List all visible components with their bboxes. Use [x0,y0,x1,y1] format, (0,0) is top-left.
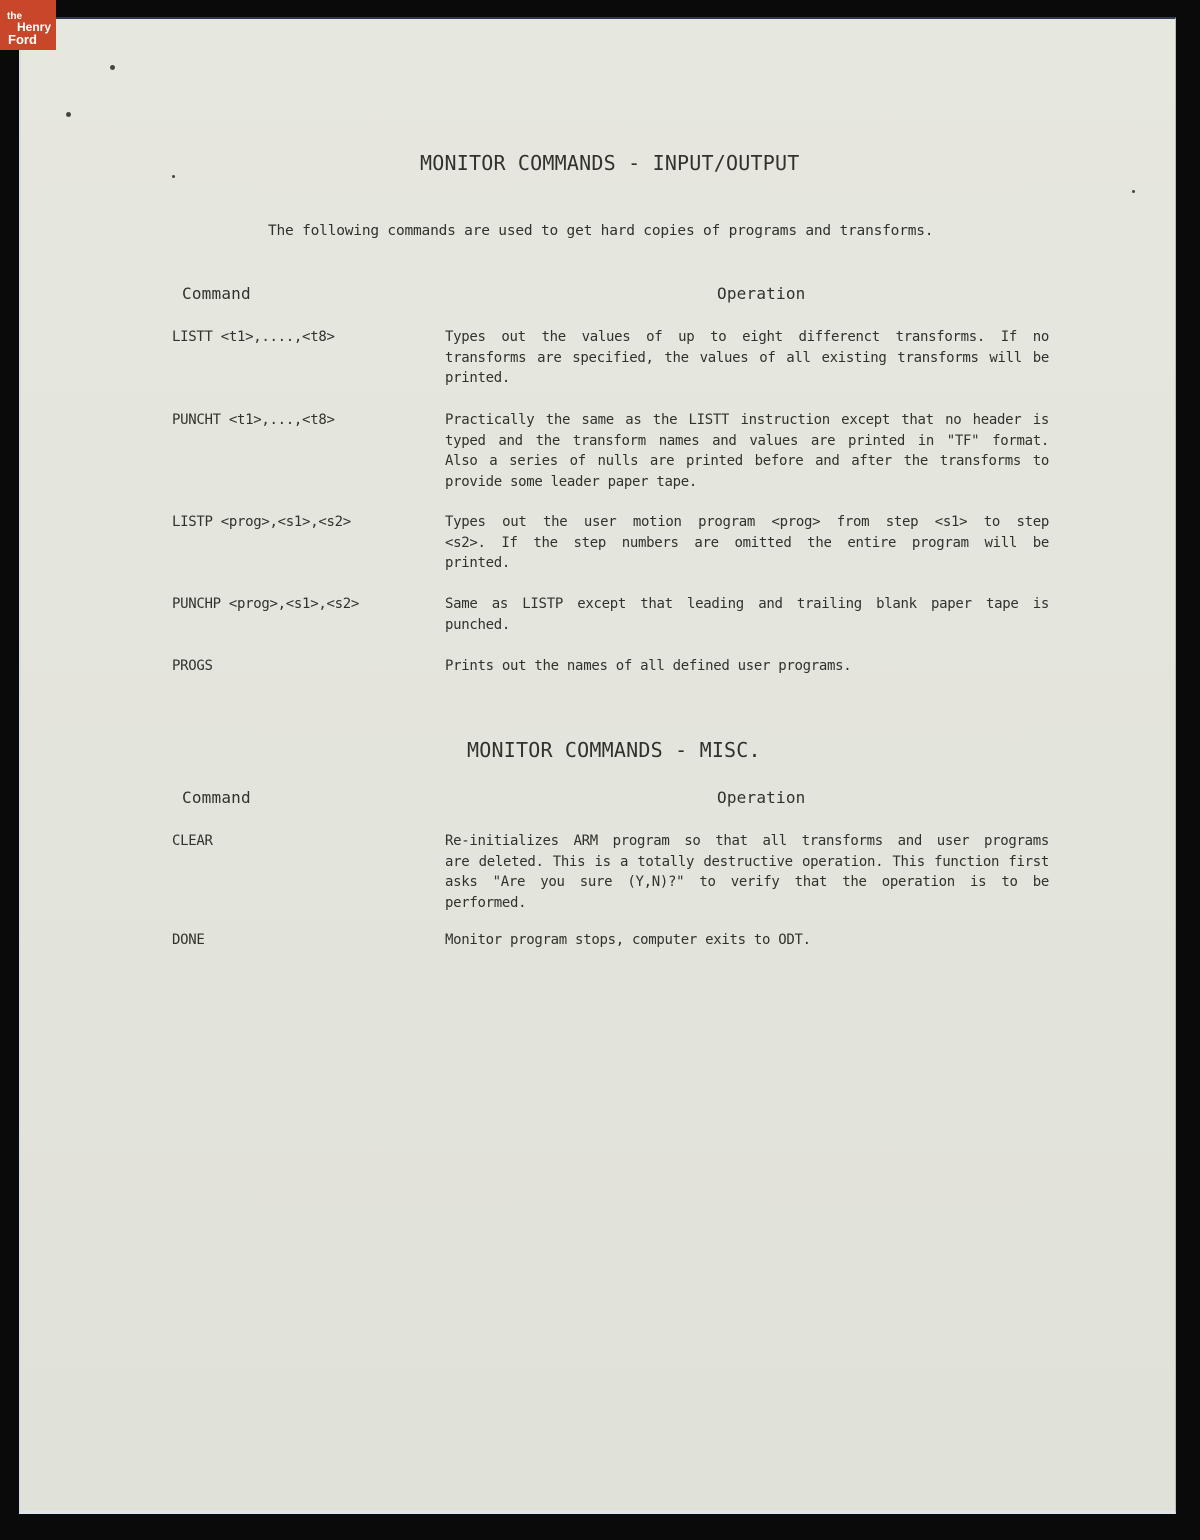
section1-column-headers [21,284,1178,306]
command-name: PUNCHT <t1>,...,<t8> [172,412,335,428]
henry-ford-logo [0,0,56,50]
operation-line: printed. [445,555,511,572]
section2-title: MONITOR COMMANDS - MISC. [467,738,761,762]
operation-line: printed. [445,370,511,387]
command-operation [445,831,1049,913]
command-name: PROGS [172,658,213,674]
operation-line: Monitor program stops, computer exits to ODT. [445,932,811,948]
logo-text-henry: Henry [17,20,52,34]
column-header-operation: Operation [717,284,806,303]
operation-line: Re-initializes ARM program so that all transforms and user programs [445,833,1049,849]
dust-speck [1132,190,1135,193]
command-operation [445,656,1049,677]
command-name: LISTT <t1>,....,<t8> [172,329,335,345]
document-page [19,17,1176,1514]
operation-line: Types out the values of up to eight differenct transforms. If no [445,329,1049,345]
operation-line: punched. [445,616,511,633]
section1-title: MONITOR COMMANDS - INPUT/OUTPUT [420,151,800,175]
logo-text-the: the [7,11,22,22]
column-header-command: Command [182,788,251,807]
intro-text: The following commands are used to get hard copies of programs and transforms. [268,223,934,239]
operation-line: asks "Are you sure (Y,N)?" to verify that the operation is to be [445,874,1049,891]
operation-line: provide some leader paper tape. [445,473,697,490]
command-name: DONE [172,932,205,948]
operation-line: Same as LISTP except that leading and trailing blank paper tape is [445,596,1049,612]
command-operation [445,327,1049,389]
operation-line: performed. [445,894,527,911]
command-name: LISTP <prog>,<s1>,<s2> [172,514,351,530]
operation-line: Prints out the names of all defined user programs. [445,658,852,674]
logo-text-ford: Ford [8,32,37,47]
operation-line: are deleted. This is a totally destructive operation. This function first [445,853,1049,870]
operation-line: typed and the transform names and values are printed in "TF" format. [445,432,1049,449]
dust-speck [66,112,71,117]
operation-line: Also a series of nulls are printed before and after the transforms to [445,453,1049,470]
operation-line: Types out the user motion program <prog> from step <s1> to step [445,514,1049,530]
column-header-operation: Operation [717,788,806,807]
operation-line: transforms are specified, the values of all existing transforms will be [445,349,1049,366]
dust-speck [172,175,175,178]
dust-speck [110,65,115,70]
command-operation [445,594,1049,635]
command-operation [445,930,1049,951]
command-name: CLEAR [172,833,213,849]
column-header-command: Command [182,284,251,303]
command-operation [445,410,1049,492]
command-name: PUNCHP <prog>,<s1>,<s2> [172,596,359,612]
operation-line: <s2>. If the step numbers are omitted the entire program will be [445,534,1049,551]
section2-column-headers [21,788,1178,810]
command-operation [445,512,1049,574]
operation-line: Practically the same as the LISTT instruction except that no header is [445,412,1049,428]
